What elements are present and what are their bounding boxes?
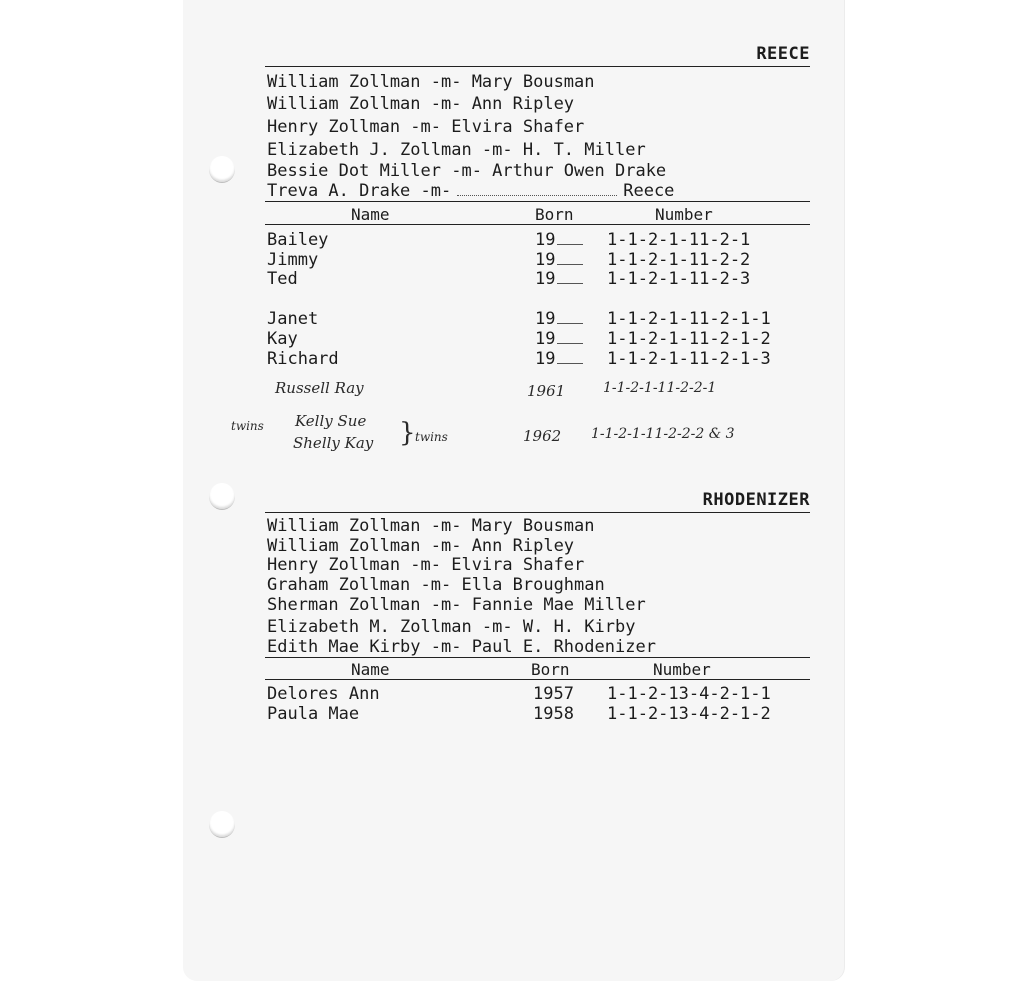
- blank-line: [557, 335, 583, 345]
- lineage-line: William Zollman -m- Mary Bousman: [267, 72, 595, 92]
- header-number: Number: [653, 660, 711, 679]
- blank-line: [557, 355, 583, 365]
- child-number: 1-1-2-1-11-2-1-1: [607, 309, 771, 329]
- lineage-line: William Zollman -m- Ann Ripley: [267, 536, 575, 556]
- divider: [265, 201, 810, 202]
- child-name: Janet: [267, 309, 319, 329]
- child-born: [535, 250, 583, 270]
- lineage-line: Elizabeth J. Zollman -m- H. T. Miller: [267, 140, 646, 160]
- lineage-left: Treva A. Drake -m-: [267, 181, 452, 201]
- divider: [265, 679, 810, 680]
- lineage-line: Elizabeth M. Zollman -m- W. H. Kirby: [267, 617, 636, 637]
- blank-line: [457, 181, 617, 196]
- lineage-line: William Zollman -m- Ann Ripley: [267, 94, 575, 114]
- child-name: Ted: [267, 269, 298, 289]
- divider: [265, 224, 810, 225]
- handwritten-name: Shelly Kay: [293, 434, 374, 452]
- child-name: Kay: [267, 329, 298, 349]
- child-number: 1-1-2-13-4-2-1-2: [607, 704, 771, 724]
- born-year: 19: [535, 309, 556, 329]
- child-number: 1-1-2-1-11-2-1-2: [607, 329, 771, 349]
- child-name: Jimmy: [267, 250, 319, 270]
- binder-hole: [209, 483, 235, 510]
- blank-line: [557, 275, 583, 285]
- divider: [265, 657, 810, 658]
- handwritten-twins-note: twins: [415, 430, 448, 444]
- child-number: 1-1-2-13-4-2-1-1: [607, 684, 771, 704]
- family-reece: [231, 44, 810, 484]
- handwritten-born: 1962: [523, 427, 562, 445]
- brace-symbol: }: [399, 418, 416, 448]
- lineage-line: William Zollman -m- Mary Bousman: [267, 516, 595, 536]
- divider: [265, 66, 810, 67]
- family-surname: RHODENIZER: [702, 490, 810, 510]
- child-name: Paula Mae: [267, 704, 360, 724]
- handwritten-number: 1-1-2-1-11-2-2-2 & 3: [591, 426, 735, 442]
- born-year: 19: [535, 349, 556, 369]
- child-number: 1-1-2-1-11-2-2: [607, 250, 751, 270]
- lineage-line: Henry Zollman -m- Elvira Shafer: [267, 555, 585, 575]
- family-rhodenizer: [265, 490, 810, 730]
- child-born: 1957: [533, 684, 574, 704]
- lineage-line: Bessie Dot Miller -m- Arthur Owen Drake: [267, 161, 667, 181]
- lineage-line: Sherman Zollman -m- Fannie Mae Miller: [267, 595, 646, 615]
- handwritten-name: Russell Ray: [275, 379, 364, 397]
- blank-line: [557, 256, 583, 266]
- born-year: 19: [535, 230, 556, 250]
- header-name: Name: [351, 660, 390, 679]
- child-born: [535, 230, 583, 250]
- child-born: 1958: [533, 704, 574, 724]
- child-name: Richard: [267, 349, 339, 369]
- child-born: [535, 309, 583, 329]
- handwritten-number: 1-1-2-1-11-2-2-1: [603, 380, 717, 396]
- handwritten-born: 1961: [527, 382, 566, 400]
- header-name: Name: [351, 205, 390, 224]
- born-year: 19: [535, 269, 556, 289]
- header-born: Born: [531, 660, 570, 679]
- binder-hole: [209, 811, 235, 838]
- blank-line: [557, 315, 583, 325]
- lineage-right: Reece: [623, 181, 675, 201]
- child-number: 1-1-2-1-11-2-1: [607, 230, 751, 250]
- child-name: Delores Ann: [267, 684, 380, 704]
- child-born: [535, 349, 583, 369]
- child-born: [535, 329, 583, 349]
- born-year: 19: [535, 329, 556, 349]
- lineage-line: Henry Zollman -m- Elvira Shafer: [267, 117, 585, 137]
- child-number: 1-1-2-1-11-2-1-3: [607, 349, 771, 369]
- child-born: [535, 269, 583, 289]
- born-year: 19: [535, 250, 556, 270]
- header-born: Born: [535, 205, 574, 224]
- divider: [265, 512, 810, 513]
- binder-hole: [209, 156, 235, 183]
- blank-line: [557, 236, 583, 246]
- handwritten-twins-note: twins: [231, 419, 264, 433]
- header-number: Number: [655, 205, 713, 224]
- child-number: 1-1-2-1-11-2-3: [607, 269, 751, 289]
- child-name: Bailey: [267, 230, 329, 250]
- lineage-line-last: [267, 181, 674, 201]
- handwritten-name: Kelly Sue: [295, 412, 367, 430]
- family-surname: REECE: [756, 44, 810, 64]
- lineage-line: Edith Mae Kirby -m- Paul E. Rhodenizer: [267, 637, 656, 657]
- lineage-line: Graham Zollman -m- Ella Broughman: [267, 575, 605, 595]
